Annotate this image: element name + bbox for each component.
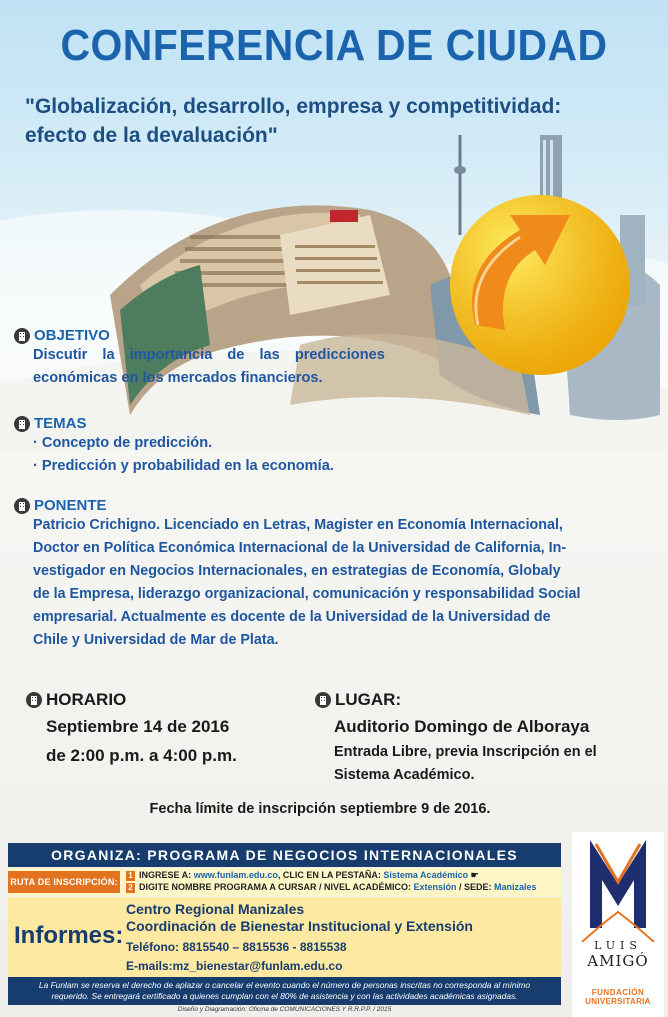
informes-line-2: Coordinación de Bienestar Institucional y Extensión <box>126 918 473 934</box>
building-icon <box>14 416 30 432</box>
lugar-section <box>315 690 597 787</box>
disclaimer-line-2: requerido. Se entregará certificado a quienes cumplan con el 80% de asistencia y con las actividades académicas asignadas. <box>51 991 518 1001</box>
logo-word-2: AMIGÓ <box>587 952 649 970</box>
informes-label: Informes: <box>14 922 124 949</box>
disclaimer <box>8 977 561 1005</box>
objetivo-line-1: Discutir la importancia de las predicciones <box>33 347 385 363</box>
objetivo-section <box>14 327 385 390</box>
step2-text-b: / SEDE: <box>456 882 495 892</box>
building-icon <box>26 692 42 708</box>
ponente-line: vestigador en Negocios Internacionales, en estrategias de Economía, Globaly <box>33 563 561 579</box>
ponente-line: de la Empresa, liderazgo organizacional, comunicación y responsabilidad Social <box>33 586 581 602</box>
horario-date: Septiembre 14 de 2016 <box>46 717 230 736</box>
luis-amigo-emblem-icon <box>572 832 664 942</box>
building-icon <box>14 328 30 344</box>
step2-text-a: DIGITE NOMBRE PROGRAMA A CURSAR / NIVEL ACADÉMICO: <box>139 882 414 892</box>
horario-section <box>26 690 237 770</box>
logo-word-1: LUIS <box>594 939 642 952</box>
objetivo-line-2: económicas en los mercados financieros. <box>33 370 323 386</box>
step-number: 1 <box>126 871 135 881</box>
ponente-heading: PONENTE <box>34 497 107 514</box>
building-icon <box>14 498 30 514</box>
ruta-label: RUTA DE INSCRIPCIÓN: <box>8 871 120 893</box>
ponente-line: Doctor en Política Económica Internacional de la Universidad de California, In- <box>33 540 567 556</box>
deadline-text: Fecha límite de inscripción septiembre 9 de 2016. <box>149 801 491 817</box>
logo-word-3: FUNDACIÓN <box>591 988 645 997</box>
lugar-line-2: Sistema Académico. <box>334 767 475 783</box>
logo-word-4: UNIVERSITARIA <box>585 997 651 1006</box>
organiza-banner: ORGANIZA: PROGRAMA DE NEGOCIOS INTERNACIONALES <box>8 843 561 867</box>
building-icon <box>315 692 331 708</box>
disclaimer-line-1: La Funlam se reserva el derecho de aplazar o cancelar el evento cuando el número de personas inscritas no corresponda al mínimo <box>38 980 531 990</box>
design-credit: Diseño y Diagramación: Oficina de COMUNICACIONES Y R.R.P.P. / 2015 <box>177 1006 392 1013</box>
objetivo-heading: OBJETIVO <box>34 327 110 344</box>
step1-text-b: , CLIC EN LA PESTAÑA: <box>277 870 384 880</box>
ruta-step-1 <box>126 870 479 881</box>
horario-time: de 2:00 p.m. a 4:00 p.m. <box>46 746 237 765</box>
subtitle-line-1: "Globalización, desarrollo, empresa y competitividad: <box>25 95 562 118</box>
temas-item: · Concepto de predicción. <box>33 435 213 451</box>
temas-heading: TEMAS <box>34 415 87 432</box>
ponente-line: empresarial. Actualmente es docente de la Universidad de la Universidad de <box>33 609 551 625</box>
informes-line-1: Centro Regional Manizales <box>126 901 305 917</box>
ponente-line: Chile y Universidad de Mar de Plata. <box>33 632 279 648</box>
step2-sede: Manizales <box>494 882 537 892</box>
hand-pointer-icon: ☛ <box>468 870 479 880</box>
website-link[interactable]: www.funlam.edu.co <box>193 870 278 880</box>
temas-item: · Predicción y probabilidad en la economía. <box>33 458 334 474</box>
page-title: CONFERENCIA DE CIUDAD <box>60 21 608 70</box>
step2-level: Extensión <box>413 882 457 892</box>
step-number: 2 <box>126 883 135 893</box>
lugar-place: Auditorio Domingo de Alboraya <box>334 717 590 736</box>
ponente-line: Patricio Crichigno. Licenciado en Letras, Magister en Economía Internacional, <box>33 517 563 533</box>
temas-section <box>14 415 334 478</box>
lugar-line-1: Entrada Libre, previa Inscripción en el <box>334 744 597 760</box>
lugar-heading: LUGAR: <box>335 690 402 709</box>
sistema-academico-link[interactable]: Sistema Académico <box>383 870 469 880</box>
subtitle-line-2: efecto de la devaluación" <box>25 124 278 147</box>
step1-text-a: INGRESE A: <box>139 870 194 880</box>
fundacion-luis-amigo-logo <box>572 832 664 1017</box>
horario-heading: HORARIO <box>46 690 127 709</box>
informes-phone: Teléfono: 8815540 – 8815536 - 8815538 <box>126 940 347 954</box>
ponente-section <box>14 497 580 652</box>
ruta-step-2 <box>126 882 537 893</box>
informes-email[interactable]: E-mails:mz_bienestar@funlam.edu.co <box>126 959 343 973</box>
